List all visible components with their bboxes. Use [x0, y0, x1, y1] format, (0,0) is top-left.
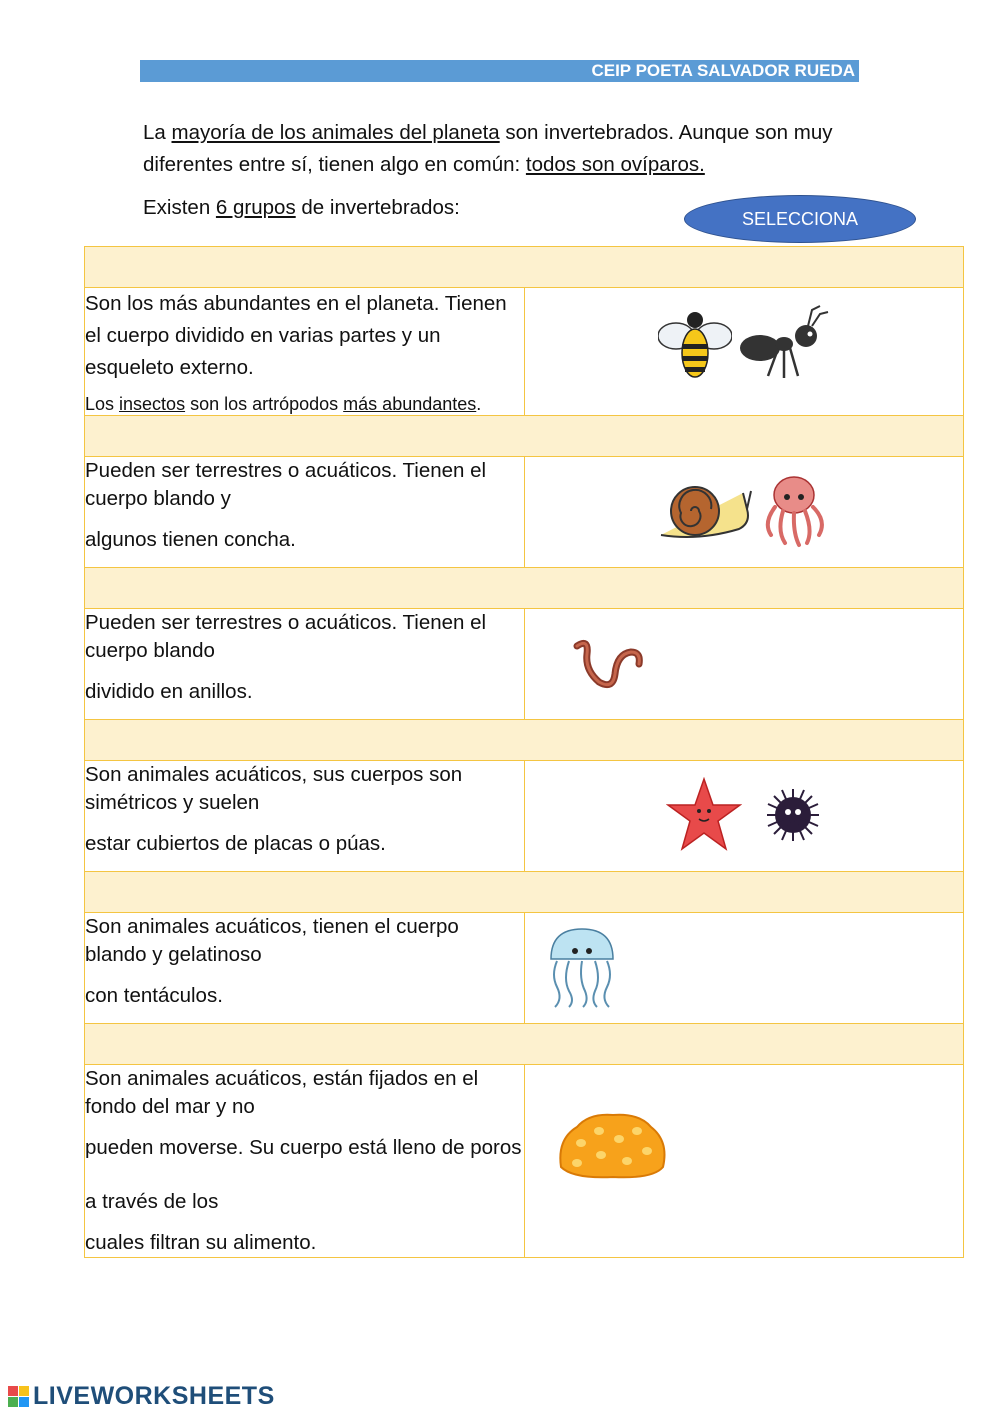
logo-squares-icon [8, 1386, 29, 1407]
sea-urchin-icon [764, 786, 822, 844]
answer-dropdown-5[interactable] [85, 872, 964, 913]
group-description-6: Son animales acuáticos, están fijados en el fondo del mar y no pueden moverse. Su cuerpo está lleno de poros a través de los cuales filtran su alimento. [85, 1065, 525, 1258]
group-image-6 [524, 1065, 964, 1258]
jellyfish-icon [545, 925, 619, 1009]
group-image-5 [524, 913, 964, 1024]
answer-dropdown-3[interactable] [85, 568, 964, 609]
school-header: CEIP POETA SALVADOR RUEDA [140, 60, 859, 82]
bee-icon [658, 306, 732, 382]
answer-dropdown-1[interactable] [85, 247, 964, 288]
group-description-1: Son los más abundantes en el planeta. Tienen el cuerpo dividido en varias partes y un esqueleto externo. Los insectos son los artrópodos más abundantes. [85, 288, 525, 416]
invertebrate-groups-table [84, 246, 964, 1258]
select-button[interactable]: SELECCIONA [684, 195, 916, 243]
octopus-icon [759, 473, 829, 549]
answer-dropdown-2[interactable] [85, 416, 964, 457]
group-image-2 [524, 457, 964, 568]
insect-note: Los insectos son los artrópodos más abundantes. [85, 394, 482, 414]
group-description-5: Son animales acuáticos, tienen el cuerpo blando y gelatinoso con tentáculos. [85, 913, 525, 1024]
group-description-3: Pueden ser terrestres o acuáticos. Tienen el cuerpo blando dividido en anillos. [85, 609, 525, 720]
liveworksheets-logo [8, 1382, 275, 1411]
starfish-icon [666, 777, 742, 853]
worm-icon [571, 636, 645, 690]
intro-paragraph: La mayoría de los animales del planeta son invertebrados. Aunque son muy diferentes entre sí, tienen algo en común: todos son ovíparos. [143, 121, 833, 176]
group-image-3 [524, 609, 964, 720]
answer-dropdown-4[interactable] [85, 720, 964, 761]
group-description-2: Pueden ser terrestres o acuáticos. Tienen el cuerpo blando y algunos tienen concha. [85, 457, 525, 568]
group-image-1 [524, 288, 964, 416]
group-description-4: Son animales acuáticos, sus cuerpos son simétricos y suelen estar cubiertos de placas o púas. [85, 761, 525, 872]
answer-dropdown-6[interactable] [85, 1024, 964, 1065]
brand-name: LIVEWORKSHEETS [33, 1382, 275, 1410]
sponge-icon [557, 1109, 669, 1183]
ant-icon [738, 304, 830, 384]
groups-sentence: Existen 6 grupos de invertebrados: [143, 196, 460, 219]
snail-icon [659, 479, 753, 543]
group-image-4 [524, 761, 964, 872]
